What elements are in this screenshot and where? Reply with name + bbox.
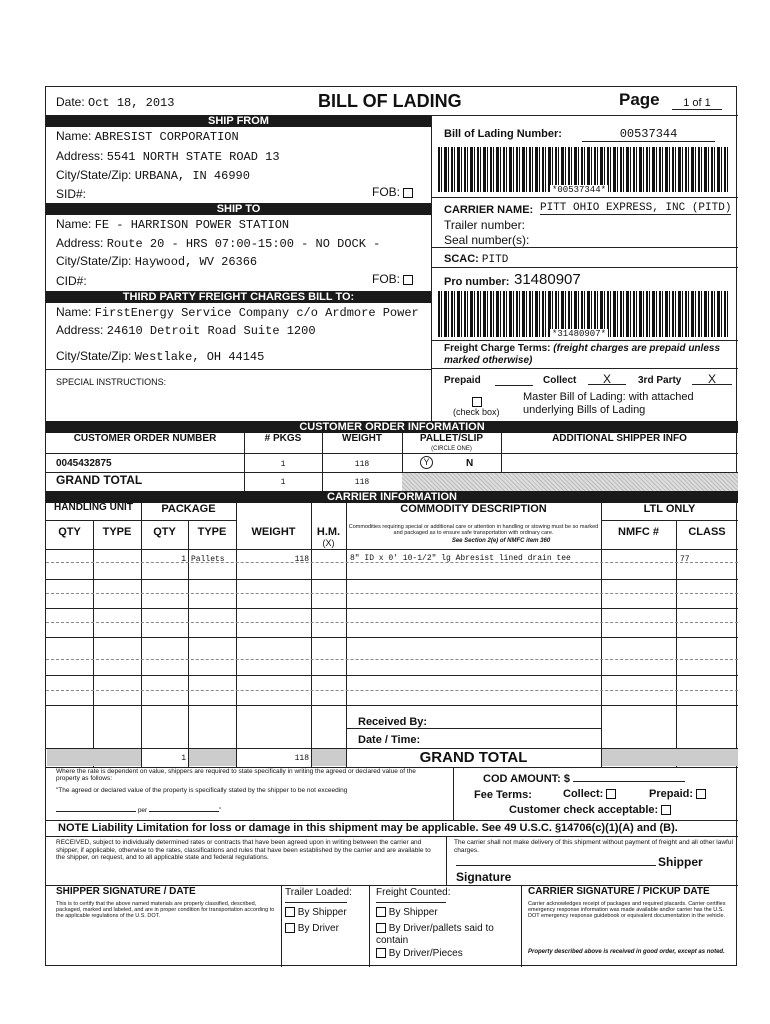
- customer-order-number: 0045432875: [56, 458, 112, 469]
- carrier-name: PITT OHIO EXPRESS, INC (PITD): [540, 202, 732, 214]
- ship-to-csz: City/State/Zip: Haywood, WV 26366: [56, 254, 258, 269]
- class-header: CLASS: [688, 526, 726, 538]
- package-header: PACKAGE: [161, 503, 216, 515]
- row-weight: 118: [294, 555, 309, 564]
- third-party-name: Name: FirstEnergy Service Company c/o Ardmore Power: [56, 305, 419, 320]
- third-party-address: Address: 24610 Detroit Road Suite 1200: [56, 323, 316, 338]
- pkg-type-header: TYPE: [197, 526, 227, 538]
- seal-number-label: Seal number(s):: [444, 233, 530, 247]
- order-pkgs: 1: [280, 460, 286, 469]
- pallet-y-circled[interactable]: Y: [420, 456, 433, 469]
- page-title: BILL OF LADING: [318, 91, 462, 111]
- shipper-signature-line[interactable]: [456, 856, 656, 866]
- special-instructions-label: SPECIAL INSTRUCTIONS:: [56, 377, 167, 387]
- rate-note: Where the rate is dependent on value, shippers are required to state specifically in writing the agreed or declared value of the property as follows:: [56, 768, 416, 782]
- carrier-info-header: CARRIER INFORMATION: [46, 491, 738, 503]
- col-weight: WEIGHT: [342, 433, 382, 444]
- ship-from-sid: SID#:: [56, 187, 87, 201]
- bol-barcode-text: *00537344*: [552, 185, 607, 195]
- nmfc-header: NMFC #: [618, 526, 659, 538]
- row-pkg-qty: 1: [181, 555, 186, 564]
- page-label: Page: [619, 90, 660, 109]
- ship-to-fob: FOB:: [372, 272, 413, 286]
- order-grand-total-label: GRAND TOTAL: [56, 473, 143, 487]
- commodity-header: COMMODITY DESCRIPTION: [400, 503, 547, 515]
- freight-counted-by-driver-pieces[interactable]: By Driver/Pieces: [376, 948, 463, 959]
- shipper-signature-title: SHIPPER SIGNATURE / DATE: [56, 886, 196, 897]
- hm-header: H.M.: [316, 526, 341, 538]
- freight-counted-by-shipper[interactable]: By Shipper: [376, 907, 438, 918]
- ship-to-header: SHIP TO: [46, 203, 431, 215]
- ship-from-csz: City/State/Zip: URBANA, IN 46990: [56, 168, 250, 183]
- row-pkg-type: Pallets: [191, 555, 225, 564]
- ship-to-name: Name: FE - HARRISON POWER STATION: [56, 217, 290, 232]
- check-box-label: (check box): [453, 407, 500, 417]
- carrier-grand-total: GRAND TOTAL: [419, 749, 528, 766]
- total-pkg-qty: 1: [181, 754, 186, 763]
- col-additional-info: ADDITIONAL SHIPPER INFO: [552, 433, 687, 444]
- order-grand-total-weight: 118: [354, 478, 370, 487]
- fee-collect[interactable]: Collect:: [563, 788, 616, 800]
- date-label: Date:: [56, 95, 85, 109]
- fee-terms-label: Fee Terms:: [474, 789, 532, 801]
- ship-to-address: Address: Route 20 - HRS 07:00-15:00 - NO DOCK -: [56, 236, 381, 251]
- carrier-acknowledge-text: Carrier acknowledges receipt of packages and required placards. Carrier certifies emergency response information was made available and/or carrier has the U.S. DOT emergency response guidebook or equivalent documentation in the vehicle.: [528, 901, 726, 919]
- master-bol-text: Master Bill of Lading: with attached underlying Bills of Lading: [523, 391, 694, 416]
- third-party-label: 3rd Party: [638, 375, 682, 386]
- hu-type-header: TYPE: [102, 526, 132, 538]
- total-pkgtype-shaded: [189, 749, 236, 766]
- freight-counted-by-driver-pallets[interactable]: By Driver/pallets said to contain: [376, 923, 494, 946]
- trailer-number-label: Trailer number:: [444, 218, 525, 232]
- cod-amount[interactable]: COD AMOUNT: $: [483, 773, 685, 785]
- trailer-loaded-label: Trailer Loaded:: [285, 887, 352, 898]
- slip-n[interactable]: N: [466, 458, 474, 469]
- date-value: Oct 18, 2013: [88, 96, 175, 110]
- bill-of-lading-form: [45, 86, 737, 966]
- date-time-label: Date / Time:: [358, 734, 421, 746]
- trailer-loaded-by-shipper[interactable]: By Shipper: [285, 907, 347, 918]
- carrier-delivery-note: The carrier shall not make delivery of this shipment without payment of freight and all other lawful charges.: [454, 839, 733, 854]
- pro-number: 31480907: [514, 271, 581, 288]
- hm-x-header: (X): [322, 538, 335, 548]
- freight-counted-label: Freight Counted:: [376, 887, 451, 898]
- total-weight: 118: [294, 754, 309, 763]
- weight-header: WEIGHT: [251, 526, 296, 538]
- fee-prepaid[interactable]: Prepaid:: [649, 788, 706, 800]
- customer-order-header: CUSTOMER ORDER INFORMATION: [46, 421, 738, 433]
- prepaid-label: Prepaid: [444, 375, 481, 386]
- commodity-note: Commodities requiring special or additional care or attention in handling or stowing must be so marked and packaged as to ensure safe transportation with ordinary care.: [348, 524, 599, 536]
- total-ltl-shaded: [602, 749, 738, 766]
- ship-from-address: Address: 5541 NORTH STATE ROAD 13: [56, 149, 280, 164]
- pro-barcode-text: *31480907*: [552, 329, 607, 339]
- grand-total-shaded: [402, 473, 738, 491]
- bol-number: 00537344: [582, 127, 715, 142]
- pkg-qty-header: QTY: [153, 526, 176, 538]
- bol-number-label: Bill of Lading Number:: [444, 128, 562, 140]
- declared-value-note: "The agreed or declared value of the property is specifically stated by the shipper to be not exceeding: [56, 787, 348, 794]
- freight-charge-terms: Freight Charge Terms: (freight charges are prepaid unless marked otherwise): [444, 343, 720, 366]
- third-party-header: THIRD PARTY FREIGHT CHARGES BILL TO:: [46, 291, 431, 303]
- col-pkgs: # PKGS: [264, 433, 302, 444]
- total-hm-shaded: [312, 749, 346, 766]
- trailer-loaded-by-driver[interactable]: By Driver: [285, 923, 339, 934]
- ship-to-cid: CID#:: [56, 274, 87, 288]
- col-customer-order-number: CUSTOMER ORDER NUMBER: [73, 433, 217, 444]
- commodity-see: See Section 2(e) of NMFC item 360: [451, 538, 551, 544]
- received-by-label: Received By:: [358, 716, 428, 728]
- date-field: [56, 95, 174, 110]
- collect-label: Collect: [543, 375, 577, 386]
- customer-check-acceptable[interactable]: Customer check acceptable:: [509, 804, 671, 816]
- ship-from-name: Name: ABRESIST CORPORATION: [56, 129, 239, 144]
- handling-unit-header: HANDLING UNIT: [54, 502, 133, 513]
- shipper-certify-text: This is to certify that the above named materials are properly classified, described, packaged, marked and labeled, and are in proper condition for transportation according to the applicable regulations of the U.S. DOT.: [56, 901, 275, 919]
- declared-value-line: per ”: [56, 807, 221, 814]
- carrier-name-label: CARRIER NAME:: [444, 204, 534, 216]
- collect-mark[interactable]: X: [588, 372, 626, 385]
- order-grand-total-pkgs: 1: [280, 478, 286, 487]
- ltl-only-header: LTL ONLY: [643, 503, 696, 515]
- order-weight: 118: [354, 460, 370, 469]
- col-pallet-slip: PALLET/SLIP: [419, 433, 484, 444]
- third-party-csz: City/State/Zip: Westlake, OH 44145: [56, 349, 265, 364]
- liability-note: NOTE Liability Limitation for loss or damage in this shipment may be applicable. See 49 U.S.C. §14706(c)(1)(A) and (B).: [58, 822, 678, 834]
- ship-from-fob: FOB:: [372, 185, 413, 199]
- carrier-signature-title: CARRIER SIGNATURE / PICKUP DATE: [528, 886, 710, 897]
- ship-from-header: SHIP FROM: [46, 115, 431, 127]
- hu-qty-header: QTY: [58, 526, 81, 538]
- pro-number-label: Pro number:: [444, 276, 510, 288]
- scac-field: SCAC: PITD: [444, 253, 509, 266]
- carrier-good-order-text: Property described above is received in good order, except as noted.: [528, 949, 725, 955]
- fob-checkbox[interactable]: [403, 188, 413, 198]
- prepaid-mark[interactable]: [495, 374, 533, 386]
- row-commodity: 8" ID x 0' 10-1/2" lg Abresist lined drain tee: [350, 554, 571, 563]
- row-class: 77: [680, 555, 690, 564]
- signature-label: Signature: [456, 870, 512, 884]
- col-pallet-sub: (CIRCLE ONE): [431, 446, 472, 452]
- shipper-label: Shipper: [658, 855, 703, 869]
- received-note: RECEIVED, subject to individually determined rates or contracts that have been agreed upon in writing between the carrier and shipper, if applicable, otherwise to the rates, classifications and rules that have been established by the carrier and are available to the shipper, on request, and to all applicable state and federal regulations.: [56, 839, 431, 861]
- page-number: 1 of 1: [672, 97, 722, 110]
- total-hu-shaded: [47, 749, 141, 766]
- fob-checkbox[interactable]: [403, 275, 413, 285]
- third-party-mark[interactable]: X: [692, 372, 732, 385]
